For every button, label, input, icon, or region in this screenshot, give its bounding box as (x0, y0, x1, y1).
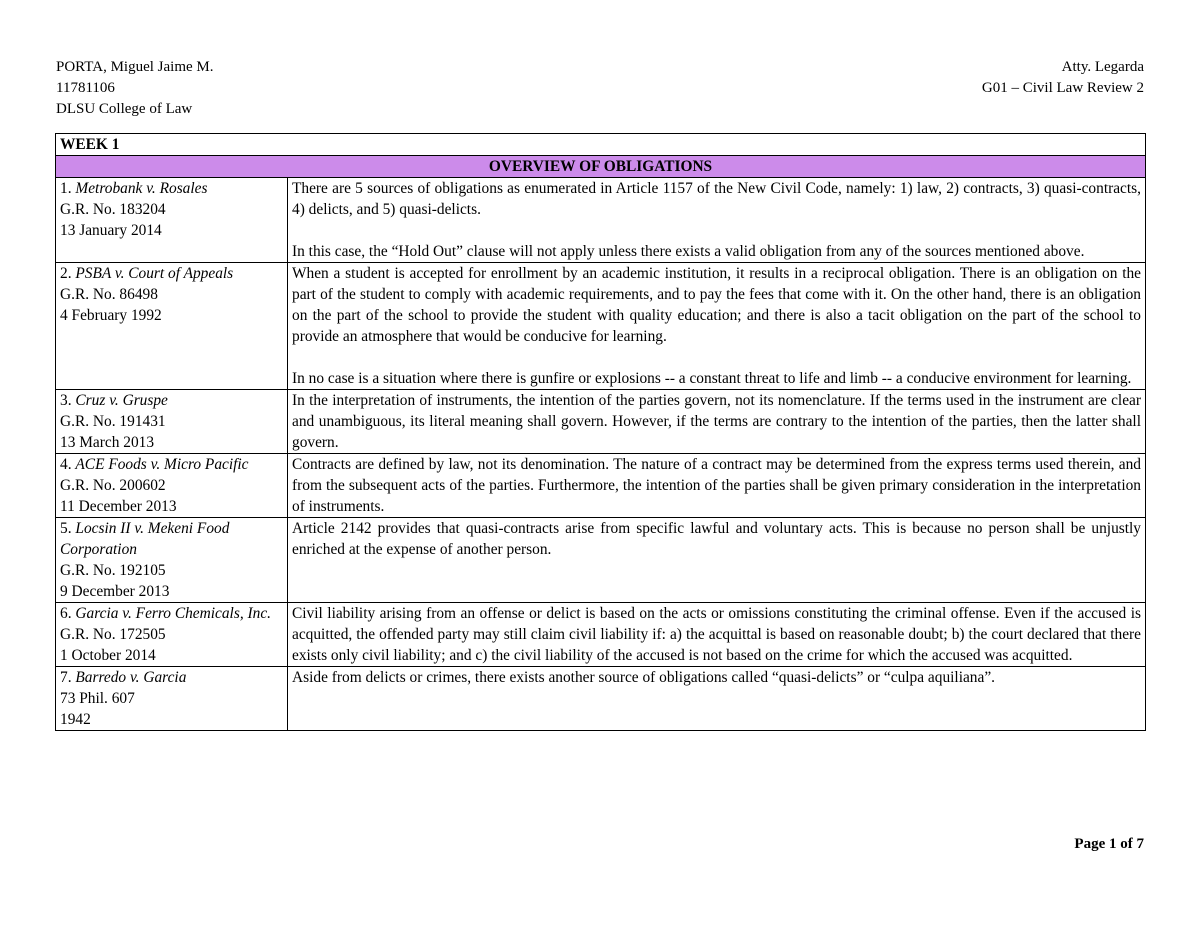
case-summary-cell (288, 518, 1146, 603)
case-title: Metrobank v. Rosales (75, 180, 208, 197)
student-id: 11781106 (56, 80, 115, 96)
course-name: G01 – Civil Law Review 2 (981, 80, 1144, 96)
case-summary-paragraph: In the interpretation of instruments, the intention of the parties govern, not its nomenclature. If the terms used in the instrument are clear and unambiguous, its literal meaning shall govern. However, if the terms are contrary to the intention of the parties, then the latter shall govern. (292, 392, 1141, 451)
case-summary-cell (288, 178, 1146, 263)
case-date: 13 January 2014 (60, 222, 162, 239)
case-summary-cell (288, 390, 1146, 454)
case-title: ACE Foods v. Micro Pacific (75, 456, 249, 473)
case-number: 2. (60, 265, 72, 282)
case-gr-number: G.R. No. 200602 (60, 477, 166, 494)
case-summary-paragraph: Aside from delicts or crimes, there exists another source of obligations called “quasi-delicts” or “culpa aquiliana”. (292, 669, 996, 686)
case-table (55, 133, 1146, 731)
case-gr-number: 73 Phil. 607 (60, 690, 135, 707)
case-title: PSBA v. Court of Appeals (75, 265, 234, 282)
case-number: 1. (60, 180, 72, 197)
case-summary-cell (288, 454, 1146, 518)
case-gr-number: G.R. No. 172505 (60, 626, 166, 643)
case-name (60, 667, 283, 688)
case-citation-cell (56, 603, 288, 667)
case-summary-cell (288, 603, 1146, 667)
case-row (56, 518, 1146, 603)
case-name (60, 518, 283, 560)
case-name (60, 178, 283, 199)
case-summary-cell (288, 263, 1146, 390)
case-date: 1 October 2014 (60, 647, 156, 664)
case-date: 11 December 2013 (60, 498, 177, 515)
case-summary-paragraph: Article 2142 provides that quasi-contracts arise from specific lawful and voluntary acts. This is because no person shall be unjustly enriched at the expense of another person. (292, 520, 1141, 558)
case-citation-cell (56, 390, 288, 454)
case-date: 13 March 2013 (60, 434, 155, 451)
case-citation-cell (56, 518, 288, 603)
case-date: 1942 (60, 711, 91, 728)
case-number: 6. (60, 605, 72, 622)
week-row (56, 134, 1146, 156)
professor-name: Atty. Legarda (1061, 59, 1144, 75)
case-number: 4. (60, 456, 72, 473)
case-summary-paragraph: Civil liability arising from an offense or delict is based on the acts or omissions constituting the criminal offense. Even if the accused is acquitted, the offended party may still claim civil liability if: a) the acquittal is based on reasonable doubt; b) the court declared that there exists only civil liability; and c) the civil liability of the accused is not based on the crime for which the accused was acquitted. (292, 605, 1141, 664)
case-summary-paragraph: Contracts are defined by law, not its denomination. The nature of a contract may be determined from the express terms used therein, and from the subsequent acts of the parties. Furthermore, the intention of the parties shall be given primary consideration in the interpretation of instruments. (292, 456, 1141, 515)
topic-heading: OVERVIEW OF OBLIGATIONS (56, 156, 1146, 178)
case-row (56, 178, 1146, 263)
case-title: Garcia v. Ferro Chemicals, Inc. (75, 605, 272, 622)
case-number: 7. (60, 669, 72, 686)
case-row (56, 603, 1146, 667)
case-summary-paragraph: There are 5 sources of obligations as enumerated in Article 1157 of the New Civil Code, namely: 1) law, 2) contracts, 3) quasi-contracts, 4) delicts, and 5) quasi-delicts. (292, 180, 1141, 218)
case-number: 3. (60, 392, 72, 409)
case-date: 4 February 1992 (60, 307, 162, 324)
case-gr-number: G.R. No. 183204 (60, 201, 166, 218)
case-citation-cell (56, 263, 288, 390)
case-summary-paragraph: When a student is accepted for enrollment by an academic institution, it results in a reciprocal obligation. There is an obligation on the part of the student to comply with academic requirements, and to pay the fees that come with it. On the other hand, there is an obligation on the part of the school to provide the student with quality education; and there is also a tacit obligation on the part of the school to provide an atmosphere that would be conducive for learning. (292, 265, 1141, 345)
case-title: Cruz v. Gruspe (75, 392, 168, 409)
case-gr-number: G.R. No. 191431 (60, 413, 166, 430)
week-label: WEEK 1 (56, 134, 1146, 156)
case-row (56, 390, 1146, 454)
case-name (60, 603, 283, 624)
header-left (56, 57, 213, 120)
case-title: Barredo v. Garcia (75, 669, 187, 686)
case-name (60, 390, 283, 411)
topic-row (56, 156, 1146, 178)
case-title: Locsin II v. Mekeni Food Corporation (60, 520, 230, 558)
case-name (60, 454, 283, 475)
header-right (982, 57, 1144, 99)
case-row (56, 454, 1146, 518)
case-gr-number: G.R. No. 86498 (60, 286, 158, 303)
case-summary-paragraph: In no case is a situation where there is gunfire or explosions -- a constant threat to life and limb -- a conducive environment for learning. (292, 370, 1132, 387)
case-summary-cell (288, 667, 1146, 731)
author-name: PORTA, Miguel Jaime M. (56, 59, 214, 75)
case-row (56, 263, 1146, 390)
case-number: 5. (60, 520, 72, 537)
case-name (60, 263, 283, 284)
case-citation-cell (56, 178, 288, 263)
case-citation-cell (56, 667, 288, 731)
case-date: 9 December 2013 (60, 583, 170, 600)
case-gr-number: G.R. No. 192105 (60, 562, 166, 579)
school-name: DLSU College of Law (56, 101, 193, 117)
page-number: Page 1 of 7 (1074, 836, 1144, 852)
case-citation-cell (56, 454, 288, 518)
case-summary-paragraph: In this case, the “Hold Out” clause will not apply unless there exists a valid obligation from any of the sources mentioned above. (292, 243, 1085, 260)
case-row (56, 667, 1146, 731)
